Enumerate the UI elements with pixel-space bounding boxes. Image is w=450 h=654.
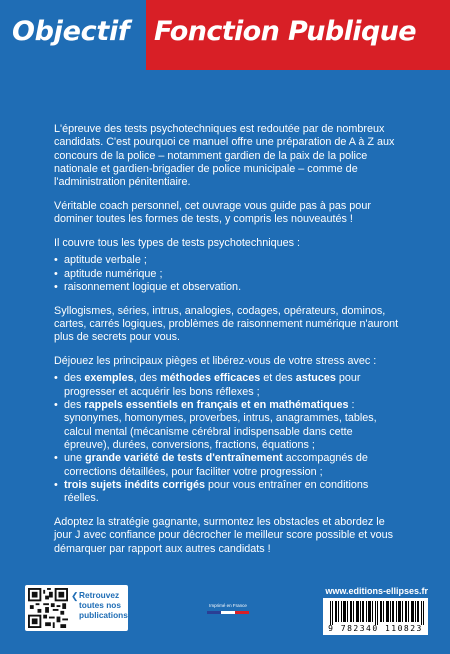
list-item: • des rappels essentiels en français et en mathématiques : synonymes, homonymes, proverbes, intrus, anagrammes, tables, calcul mental (mécanisme cérébral indispensable dans cette épreuve), durées, conversions, fractions, équations ; <box>54 399 400 452</box>
list-item: • aptitude numérique ; <box>54 268 400 281</box>
french-flag-icon <box>207 611 249 614</box>
qr-code-icon[interactable] <box>28 588 68 628</box>
qr-panel <box>25 585 128 631</box>
closing-paragraph: Adoptez la stratégie gagnante, surmontez les obstacles et abordez le jour J avec confiance pour décrocher le meilleur score possible et vous démarquer par rapport aux autres candidats ! <box>54 515 394 555</box>
chevron-left-icon: ❮ <box>71 591 79 601</box>
intro-paragraph-3: Il couvre tous les types de tests psychotechniques : <box>54 237 301 250</box>
barcode-icon <box>330 601 424 625</box>
printed-in-france-label: Imprimé en France <box>209 603 247 608</box>
topics-paragraph: Syllogismes, séries, intrus, analogies, codages, opérateurs, dominos, cartes, carrés logiques, problèmes de raisonnement numérique n'auront plus de secrets pour vous. <box>54 304 399 344</box>
title-banner <box>146 0 450 70</box>
barcode-panel <box>323 598 428 635</box>
stress-paragraph: Déjouez les principaux pièges et libérez-vous de votre stress avec : <box>54 355 377 368</box>
publisher-website[interactable]: www.editions-ellipses.fr <box>325 586 428 596</box>
list-item: • aptitude verbale ; <box>54 254 400 267</box>
series-title: Fonction Publique <box>154 16 417 47</box>
series-name: Objectif <box>12 16 130 47</box>
intro-paragraph-1: L'épreuve des tests psychotechniques est redoutée par de nombreux candidats. C'est pourquoi ce manuel offre une préparation de A à Z aux concours de la police – notamment gardien de la paix de la police nationale et gardien-brigadier de police municipale – comme de l'administration pénitentiaire. <box>54 123 395 189</box>
list-item: • une grande variété de tests d'entraînement accompagnés de corrections détaillées, pour faciliter votre progression ; <box>54 452 400 479</box>
qr-caption: Retrouvez toutes nos publications <box>79 590 128 620</box>
features-list <box>54 372 400 505</box>
list-item: • des exemples, des méthodes efficaces et des astuces pour progresser et acquérir les bons réflexes ; <box>54 372 400 399</box>
test-types-list <box>54 254 400 294</box>
list-item: • trois sujets inédits corrigés pour vous entraîner en conditions réelles. <box>54 479 400 506</box>
list-item: • raisonnement logique et observation. <box>54 281 400 294</box>
header <box>0 0 450 70</box>
back-cover-text <box>54 123 400 566</box>
isbn-number: 9 782340 110823 <box>328 624 423 633</box>
intro-paragraph-2: Véritable coach personnel, cet ouvrage vous guide pas à pas pour dominer toutes les formes de tests, y compris les nouveautés ! <box>54 199 371 226</box>
